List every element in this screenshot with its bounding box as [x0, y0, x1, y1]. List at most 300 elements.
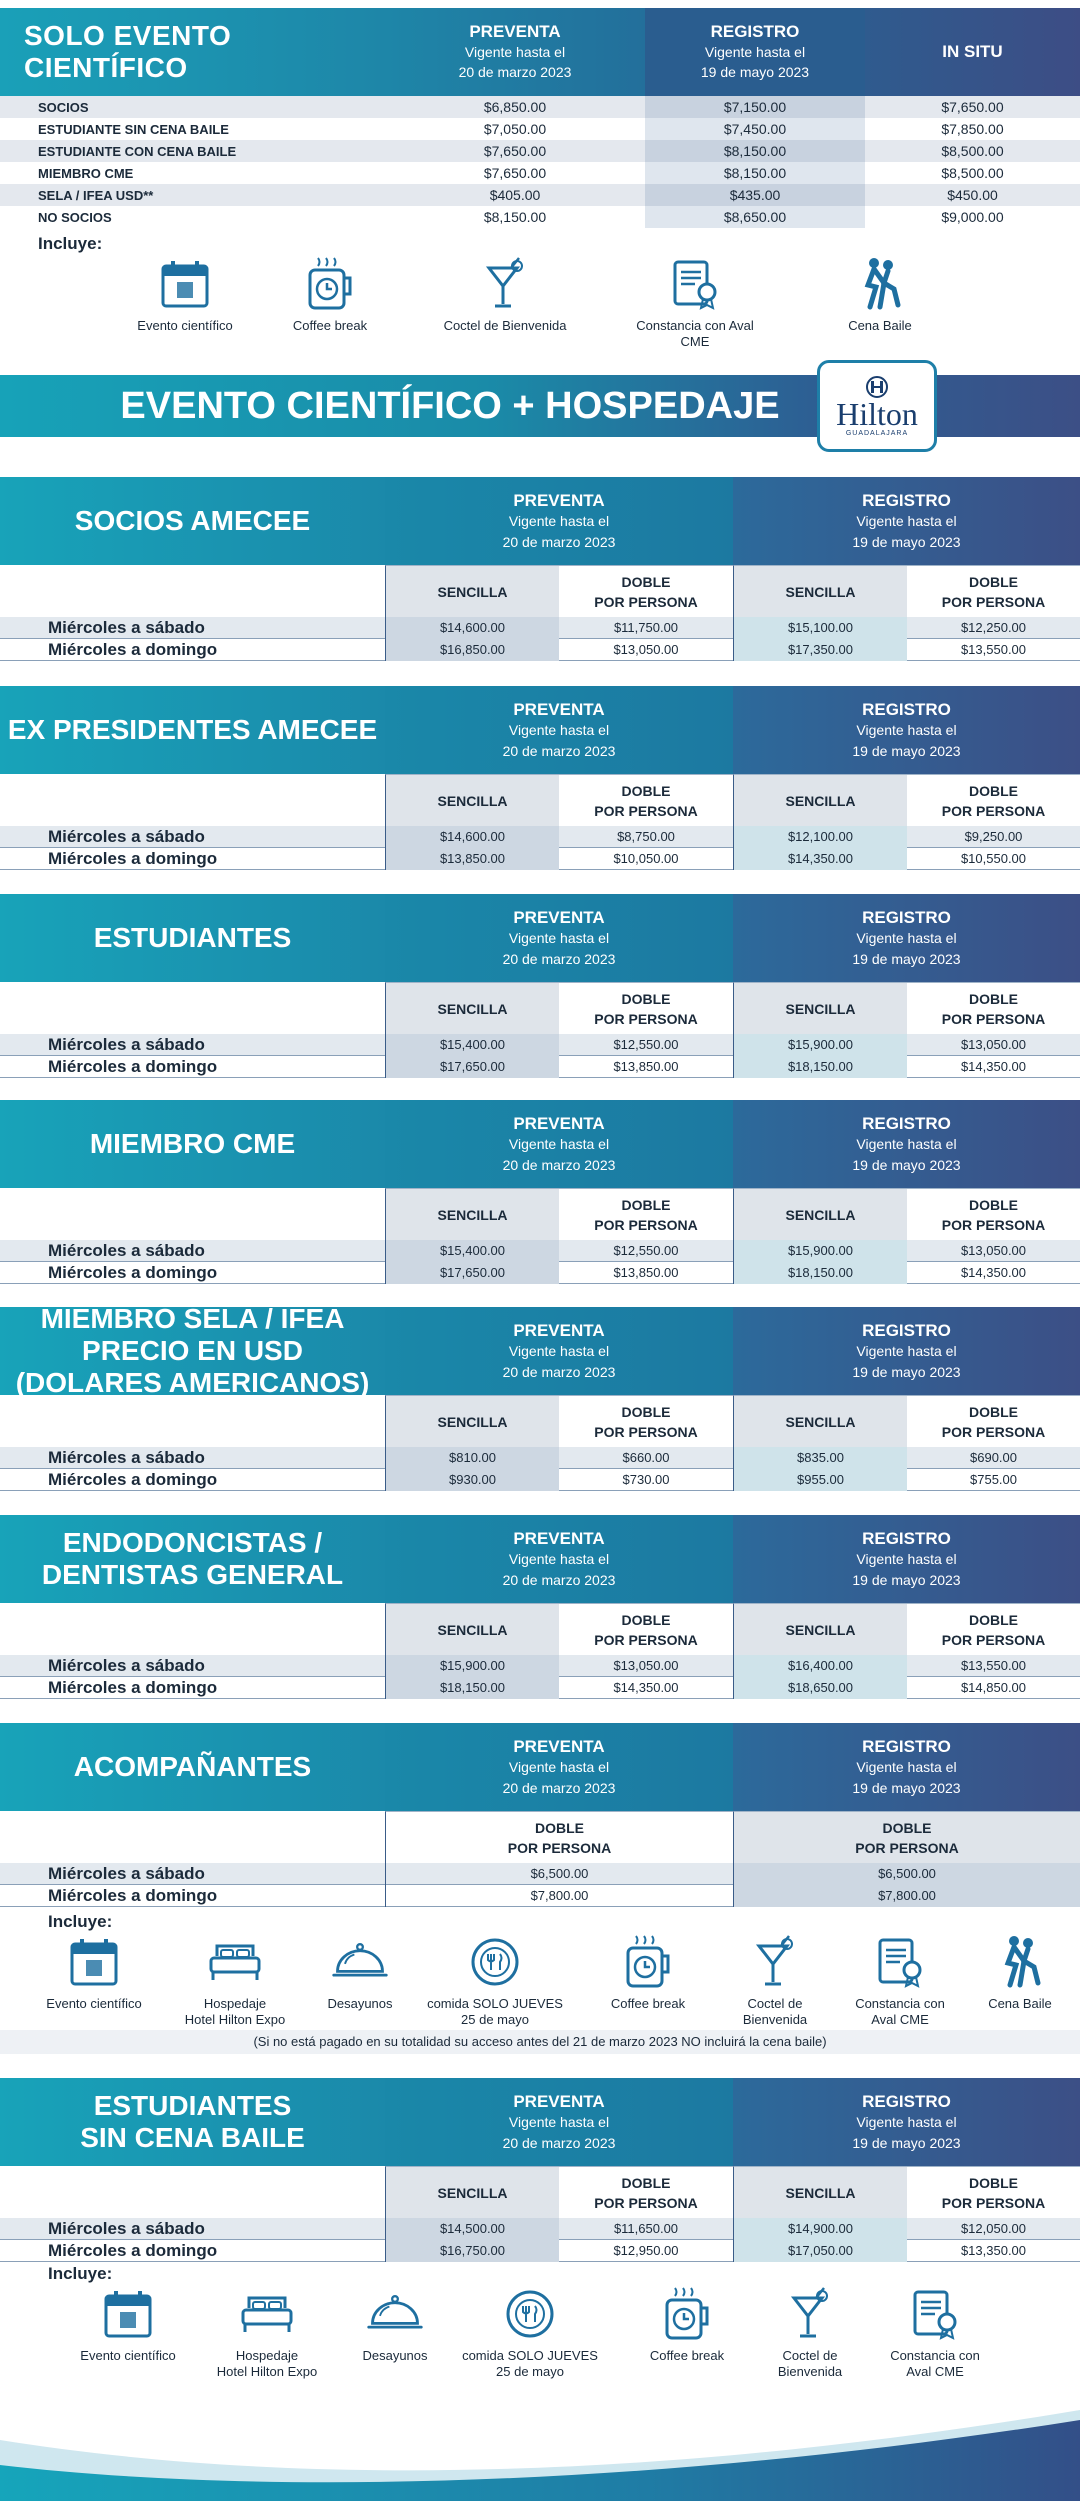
preventa-date: 20 de marzo 2023 — [502, 1363, 616, 1380]
row-label: MIEMBRO CME — [38, 165, 134, 181]
registro-title: REGISTRO — [862, 699, 951, 719]
solo-col-insitu — [865, 8, 1080, 96]
price-cell: $15,400.00 — [385, 1034, 559, 1056]
registro-title: REGISTRO — [862, 1528, 951, 1548]
price-cell: $14,600.00 — [385, 617, 559, 639]
spacer — [0, 1811, 385, 1863]
price-cell: $14,600.00 — [385, 826, 559, 848]
price-cell: $9,250.00 — [964, 828, 1023, 844]
coffee-clock-icon — [657, 2284, 717, 2344]
price-cell: $13,850.00 — [613, 1264, 679, 1280]
cocktail-icon — [780, 2284, 840, 2344]
price-cell: $955.00 — [733, 1469, 907, 1491]
price-cell: $435.00 — [645, 184, 865, 206]
row-label: Miércoles a domingo — [48, 1885, 218, 1905]
price-cell: $690.00 — [970, 1449, 1017, 1465]
price-cell: $8,500.00 — [941, 165, 1004, 181]
preventa-date: 20 de marzo 2023 — [502, 2134, 616, 2151]
price-block — [0, 1100, 1080, 1284]
include-item — [805, 254, 955, 334]
include-label: Coffee break — [649, 2348, 725, 2363]
table-row — [0, 1034, 1080, 1056]
price-cell: $18,150.00 — [733, 1056, 907, 1078]
vigente-label: Vigente hasta el — [856, 2113, 957, 2130]
table-row — [0, 1056, 1080, 1078]
sencilla-label: SENCILLA — [385, 1395, 559, 1447]
preventa-header — [385, 1723, 733, 1811]
registro-header — [733, 894, 1080, 982]
calendar-icon — [64, 1932, 124, 1992]
coffee-clock-icon — [300, 254, 360, 314]
include-item — [320, 2284, 470, 2364]
block-title: EX PRESIDENTES AMECEE — [0, 686, 385, 774]
registro-header — [733, 1515, 1080, 1603]
preventa-title: PREVENTA — [513, 1736, 605, 1756]
price-block — [0, 1515, 1080, 1699]
registro-header — [733, 1307, 1080, 1395]
row-label: SOCIOS — [38, 99, 89, 115]
doble-label: DOBLE POR PERSONA — [907, 1395, 1080, 1447]
include-label: Cena Baile — [988, 1996, 1052, 2011]
spacer — [0, 1188, 385, 1240]
price-cell: $11,750.00 — [613, 619, 679, 635]
row-label: Miércoles a domingo — [48, 2240, 218, 2260]
solo-title: SOLO EVENTO CIENTÍFICO — [0, 8, 385, 96]
block-header — [0, 894, 1080, 982]
doble-label: DOBLE POR PERSONA — [559, 2166, 733, 2218]
include-label: Coctel de Bienvenida — [777, 2348, 843, 2379]
room-type-header — [0, 1395, 1080, 1447]
preventa-title: PREVENTA — [513, 907, 605, 927]
price-cell: $12,100.00 — [733, 826, 907, 848]
sencilla-label: SENCILLA — [385, 982, 559, 1034]
registro-header — [733, 2078, 1080, 2166]
price-block — [0, 894, 1080, 1078]
table-row — [0, 184, 1080, 206]
price-cell: $7,150.00 — [645, 96, 865, 118]
includes-title: Incluye: — [48, 2264, 113, 2283]
registro-date: 19 de mayo 2023 — [852, 1571, 961, 1588]
include-label: Cena Baile — [848, 318, 912, 333]
row-label: ESTUDIANTE CON CENA BAILE — [38, 143, 237, 159]
include-item — [578, 1932, 718, 2012]
price-cell: $13,050.00 — [960, 1036, 1027, 1052]
spacer — [0, 982, 385, 1034]
price-cell: $14,900.00 — [733, 2218, 907, 2240]
price-cell: $8,150.00 — [483, 209, 547, 225]
room-type-header — [0, 2166, 1080, 2218]
row-label: Miércoles a sábado — [48, 1447, 205, 1467]
row-label: Miércoles a domingo — [48, 1469, 218, 1489]
col-line: Vigente hasta el — [464, 44, 566, 60]
price-cell: $810.00 — [385, 1447, 559, 1469]
est-sin-includes — [0, 2264, 1080, 2384]
vigente-label: Vigente hasta el — [856, 929, 957, 946]
doble-label: DOBLE POR PERSONA — [733, 1811, 1080, 1863]
price-cell: $7,800.00 — [385, 1885, 733, 1907]
room-type-header — [0, 1811, 1080, 1863]
table-row — [0, 140, 1080, 162]
table-row — [0, 1240, 1080, 1262]
plate-cutlery-icon — [500, 2284, 560, 2344]
block-header — [0, 1723, 1080, 1811]
table-row — [0, 2218, 1080, 2240]
table-row — [0, 1885, 1080, 1907]
row-label: Miércoles a sábado — [48, 1034, 205, 1054]
include-label: Constancia con Aval CME — [855, 1996, 945, 2027]
include-label: Coctel de Bienvenida — [742, 1996, 808, 2027]
preventa-header — [385, 1100, 733, 1188]
row-label: Miércoles a sábado — [48, 826, 205, 846]
price-cell: $15,900.00 — [385, 1655, 559, 1677]
price-cell: $18,150.00 — [733, 1262, 907, 1284]
coffee-clock-icon — [618, 1932, 678, 1992]
block-title: SOCIOS AMECEE — [0, 477, 385, 565]
include-item — [165, 1932, 305, 2028]
table-row — [0, 118, 1080, 140]
col-title: IN SITU — [942, 42, 1003, 61]
include-item — [425, 1932, 565, 2028]
vigente-label: Vigente hasta el — [508, 1758, 610, 1775]
table-row — [0, 1677, 1080, 1699]
registro-header — [733, 477, 1080, 565]
price-cell: $7,650.00 — [483, 165, 547, 181]
preventa-date: 20 de marzo 2023 — [502, 742, 616, 759]
hilton-emblem-icon — [860, 376, 894, 398]
banner-title: EVENTO CIENTÍFICO + HOSPEDAJE — [120, 384, 780, 427]
preventa-date: 20 de marzo 2023 — [502, 1571, 616, 1588]
price-cell: $12,950.00 — [613, 2242, 679, 2258]
include-label: Evento científico — [137, 318, 233, 333]
room-type-header — [0, 774, 1080, 826]
registro-header — [733, 1100, 1080, 1188]
block-title: MIEMBRO CME — [0, 1100, 385, 1188]
price-cell: $8,650.00 — [645, 206, 865, 228]
row-label: Miércoles a domingo — [48, 848, 218, 868]
price-cell: $7,650.00 — [941, 99, 1004, 115]
price-cell: $8,500.00 — [941, 143, 1004, 159]
solo-includes — [0, 234, 1080, 349]
block-title: ESTUDIANTES SIN CENA BAILE — [0, 2078, 385, 2166]
registro-date: 19 de mayo 2023 — [852, 742, 961, 759]
include-label: Evento científico — [80, 2348, 176, 2363]
sencilla-label: SENCILLA — [385, 1188, 559, 1240]
price-cell: $9,000.00 — [941, 209, 1004, 225]
doble-label: DOBLE POR PERSONA — [907, 565, 1080, 617]
vigente-label: Vigente hasta el — [508, 1342, 610, 1359]
preventa-title: PREVENTA — [513, 2091, 605, 2111]
price-block — [0, 477, 1080, 661]
spacer — [0, 2166, 385, 2218]
doble-label: DOBLE POR PERSONA — [907, 1603, 1080, 1655]
price-cell: $835.00 — [733, 1447, 907, 1469]
sencilla-label: SENCILLA — [733, 1603, 907, 1655]
price-cell: $405.00 — [489, 187, 541, 203]
price-cell: $13,050.00 — [960, 1242, 1027, 1258]
row-label: ESTUDIANTE SIN CENA BAILE — [38, 121, 229, 137]
doble-label: DOBLE POR PERSONA — [559, 1603, 733, 1655]
hilton-logo — [817, 360, 937, 452]
include-label: Coffee break — [610, 1996, 686, 2011]
sencilla-label: SENCILLA — [385, 2166, 559, 2218]
includes-title: Incluye: — [48, 1912, 113, 1931]
spacer — [0, 565, 385, 617]
price-cell: $13,050.00 — [613, 641, 679, 657]
price-cell: $13,350.00 — [960, 2242, 1027, 2258]
price-cell: $6,850.00 — [483, 99, 547, 115]
col-date: 20 de marzo 2023 — [458, 64, 572, 80]
include-item — [110, 254, 260, 334]
preventa-title: PREVENTA — [513, 1113, 605, 1133]
block-header — [0, 1515, 1080, 1603]
price-cell: $18,650.00 — [733, 1677, 907, 1699]
preventa-title: PREVENTA — [513, 490, 605, 510]
certificate-icon — [870, 1932, 930, 1992]
price-cell: $18,150.00 — [385, 1677, 559, 1699]
col-title: PREVENTA — [469, 22, 561, 41]
price-cell: $13,550.00 — [960, 1657, 1027, 1673]
price-cell: $14,500.00 — [385, 2218, 559, 2240]
price-cell: $6,500.00 — [385, 1863, 733, 1885]
include-label: Evento científico — [46, 1996, 142, 2011]
price-cell: $13,050.00 — [613, 1657, 679, 1673]
price-cell: $15,900.00 — [733, 1034, 907, 1056]
include-item — [620, 254, 770, 350]
row-label: Miércoles a domingo — [48, 1262, 218, 1282]
hilton-name: Hilton — [836, 395, 918, 432]
block-title: ENDODONCISTAS / DENTISTAS GENERAL — [0, 1515, 385, 1603]
registro-title: REGISTRO — [862, 1736, 951, 1756]
doble-label: DOBLE POR PERSONA — [907, 2166, 1080, 2218]
price-cell: $16,400.00 — [733, 1655, 907, 1677]
block-title: ACOMPAÑANTES — [0, 1723, 385, 1811]
price-cell: $13,850.00 — [613, 1058, 679, 1074]
dancers-icon — [850, 254, 910, 314]
preventa-header — [385, 1515, 733, 1603]
price-cell: $14,350.00 — [960, 1264, 1027, 1280]
table-row — [0, 206, 1080, 228]
registro-title: REGISTRO — [862, 2091, 951, 2111]
sencilla-label: SENCILLA — [733, 565, 907, 617]
table-row — [0, 848, 1080, 870]
plate-cutlery-icon — [465, 1932, 525, 1992]
preventa-date: 20 de marzo 2023 — [502, 1779, 616, 1796]
price-cell: $10,050.00 — [613, 850, 679, 866]
price-cell: $14,350.00 — [733, 848, 907, 870]
row-label: Miércoles a sábado — [48, 1655, 205, 1675]
block-header — [0, 1100, 1080, 1188]
includes-row — [0, 2284, 1080, 2384]
cocktail-icon — [475, 254, 535, 314]
acomp-includes — [0, 1912, 1080, 2027]
table-row — [0, 826, 1080, 848]
includes-row — [0, 1932, 1080, 2032]
doble-label: DOBLE POR PERSONA — [559, 982, 733, 1034]
price-cell: $17,650.00 — [385, 1056, 559, 1078]
price-cell: $17,350.00 — [733, 639, 907, 661]
sencilla-label: SENCILLA — [733, 1188, 907, 1240]
registro-title: REGISTRO — [862, 1320, 951, 1340]
price-cell: $8,750.00 — [617, 828, 675, 844]
footer-wave — [0, 2410, 1080, 2501]
spacer — [0, 1603, 385, 1655]
price-cell: $14,350.00 — [960, 1058, 1027, 1074]
solo-col-registro — [645, 8, 865, 96]
sencilla-label: SENCILLA — [385, 1603, 559, 1655]
price-cell: $14,350.00 — [613, 1679, 679, 1695]
vigente-label: Vigente hasta el — [856, 1135, 957, 1152]
price-cell: $12,050.00 — [960, 2220, 1027, 2236]
price-cell: $14,850.00 — [960, 1679, 1027, 1695]
registro-date: 19 de mayo 2023 — [852, 1779, 961, 1796]
price-cell: $8,150.00 — [645, 140, 865, 162]
table-row — [0, 639, 1080, 661]
price-cell: $16,750.00 — [385, 2240, 559, 2262]
price-block — [0, 1303, 1080, 1491]
price-cell: $12,550.00 — [613, 1242, 679, 1258]
calendar-icon — [155, 254, 215, 314]
include-label: Constancia con Aval CME — [890, 2348, 980, 2379]
include-item — [860, 2284, 1010, 2380]
row-label: Miércoles a domingo — [48, 1677, 218, 1697]
price-cell: $17,650.00 — [385, 1262, 559, 1284]
calendar-icon — [98, 2284, 158, 2344]
room-type-header — [0, 1603, 1080, 1655]
include-label: Coctel de Bienvenida — [443, 318, 567, 333]
registro-title: REGISTRO — [862, 1113, 951, 1133]
preventa-header — [385, 2078, 733, 2166]
hotel-bed-icon — [237, 2284, 297, 2344]
hilton-city: GUADALAJARA — [845, 429, 909, 437]
vigente-label: Vigente hasta el — [508, 2113, 610, 2130]
vigente-label: Vigente hasta el — [508, 929, 610, 946]
includes-row — [0, 254, 1080, 349]
price-cell: $15,400.00 — [385, 1240, 559, 1262]
table-row — [0, 1863, 1080, 1885]
table-row — [0, 162, 1080, 184]
price-cell: $11,650.00 — [613, 2220, 679, 2236]
include-label: Coffee break — [292, 318, 368, 333]
price-cell: $12,550.00 — [613, 1036, 679, 1052]
include-item — [53, 2284, 203, 2364]
include-label: Hospedaje Hotel Hilton Expo — [184, 1996, 286, 2027]
registro-header — [733, 686, 1080, 774]
preventa-title: PREVENTA — [513, 1528, 605, 1548]
price-cell: $450.00 — [947, 187, 998, 203]
price-cell: $660.00 — [622, 1449, 670, 1465]
doble-label: DOBLE POR PERSONA — [385, 1811, 733, 1863]
include-item — [705, 1932, 845, 2028]
include-label: Desayunos — [362, 2348, 428, 2363]
includes-title: Incluye: — [38, 234, 103, 253]
room-type-header — [0, 982, 1080, 1034]
block-title: ESTUDIANTES — [0, 894, 385, 982]
table-row — [0, 1262, 1080, 1284]
include-item — [24, 1932, 164, 2012]
vigente-label: Vigente hasta el — [856, 1758, 957, 1775]
preventa-header — [385, 894, 733, 982]
col-line: Vigente hasta el — [704, 44, 806, 60]
preventa-header — [385, 477, 733, 565]
registro-date: 19 de mayo 2023 — [852, 1156, 961, 1173]
price-cell: $7,050.00 — [483, 121, 547, 137]
registro-date: 19 de mayo 2023 — [852, 1363, 961, 1380]
sencilla-label: SENCILLA — [733, 982, 907, 1034]
cloche-icon — [365, 2284, 425, 2344]
sencilla-label: SENCILLA — [733, 2166, 907, 2218]
vigente-label: Vigente hasta el — [508, 1550, 610, 1567]
price-cell: $12,250.00 — [960, 619, 1027, 635]
price-cell: $7,650.00 — [483, 143, 547, 159]
preventa-date: 20 de marzo 2023 — [502, 1156, 616, 1173]
row-label: SELA / IFEA USD** — [38, 187, 154, 203]
price-cell: $730.00 — [622, 1471, 670, 1487]
price-cell: $13,550.00 — [960, 641, 1027, 657]
row-label: Miércoles a sábado — [48, 1240, 205, 1260]
row-label: Miércoles a sábado — [48, 2218, 205, 2238]
block-header — [0, 2078, 1080, 2166]
price-cell: $7,800.00 — [733, 1885, 1080, 1907]
price-cell: $7,850.00 — [941, 121, 1004, 137]
registro-header — [733, 1723, 1080, 1811]
preventa-title: PREVENTA — [513, 1320, 605, 1340]
cocktail-icon — [745, 1932, 805, 1992]
price-cell: $16,850.00 — [385, 639, 559, 661]
preventa-title: PREVENTA — [513, 699, 605, 719]
price-block — [0, 1723, 1080, 1907]
price-cell: $7,450.00 — [645, 118, 865, 140]
row-label: Miércoles a domingo — [48, 639, 218, 659]
preventa-date: 20 de marzo 2023 — [502, 950, 616, 967]
block-header — [0, 1303, 1080, 1398]
price-cell: $930.00 — [385, 1469, 559, 1491]
price-cell: $10,550.00 — [960, 850, 1027, 866]
solo-evento-table — [0, 8, 1080, 349]
vigente-label: Vigente hasta el — [508, 721, 610, 738]
vigente-label: Vigente hasta el — [508, 512, 610, 529]
preventa-date: 20 de marzo 2023 — [502, 533, 616, 550]
row-label: Miércoles a sábado — [48, 617, 205, 637]
include-item — [455, 2284, 605, 2380]
doble-label: DOBLE POR PERSONA — [907, 1188, 1080, 1240]
sencilla-label: SENCILLA — [733, 1395, 907, 1447]
doble-label: DOBLE POR PERSONA — [559, 1395, 733, 1447]
doble-label: DOBLE POR PERSONA — [907, 774, 1080, 826]
col-date: 19 de mayo 2023 — [700, 64, 810, 80]
block-title: MIEMBRO SELA / IFEA PRECIO EN USD (DOLARES AMERICANOS) — [0, 1307, 385, 1395]
doble-label: DOBLE POR PERSONA — [559, 565, 733, 617]
vigente-label: Vigente hasta el — [856, 1550, 957, 1567]
preventa-header — [385, 686, 733, 774]
include-item — [950, 1932, 1080, 2012]
doble-label: DOBLE POR PERSONA — [559, 774, 733, 826]
row-label: Miércoles a domingo — [48, 1056, 218, 1076]
include-label: Desayunos — [327, 1996, 393, 2011]
price-cell: $13,850.00 — [385, 848, 559, 870]
vigente-label: Vigente hasta el — [508, 1135, 610, 1152]
registro-title: REGISTRO — [862, 907, 951, 927]
certificate-icon — [665, 254, 725, 314]
registro-date: 19 de mayo 2023 — [852, 950, 961, 967]
price-cell: $15,900.00 — [733, 1240, 907, 1262]
sencilla-label: SENCILLA — [733, 774, 907, 826]
include-label: Constancia con Aval CME — [636, 318, 754, 349]
price-cell: $755.00 — [970, 1471, 1017, 1487]
registro-date: 19 de mayo 2023 — [852, 2134, 961, 2151]
table-row — [0, 1469, 1080, 1491]
solo-rows — [0, 96, 1080, 228]
sencilla-label: SENCILLA — [385, 565, 559, 617]
